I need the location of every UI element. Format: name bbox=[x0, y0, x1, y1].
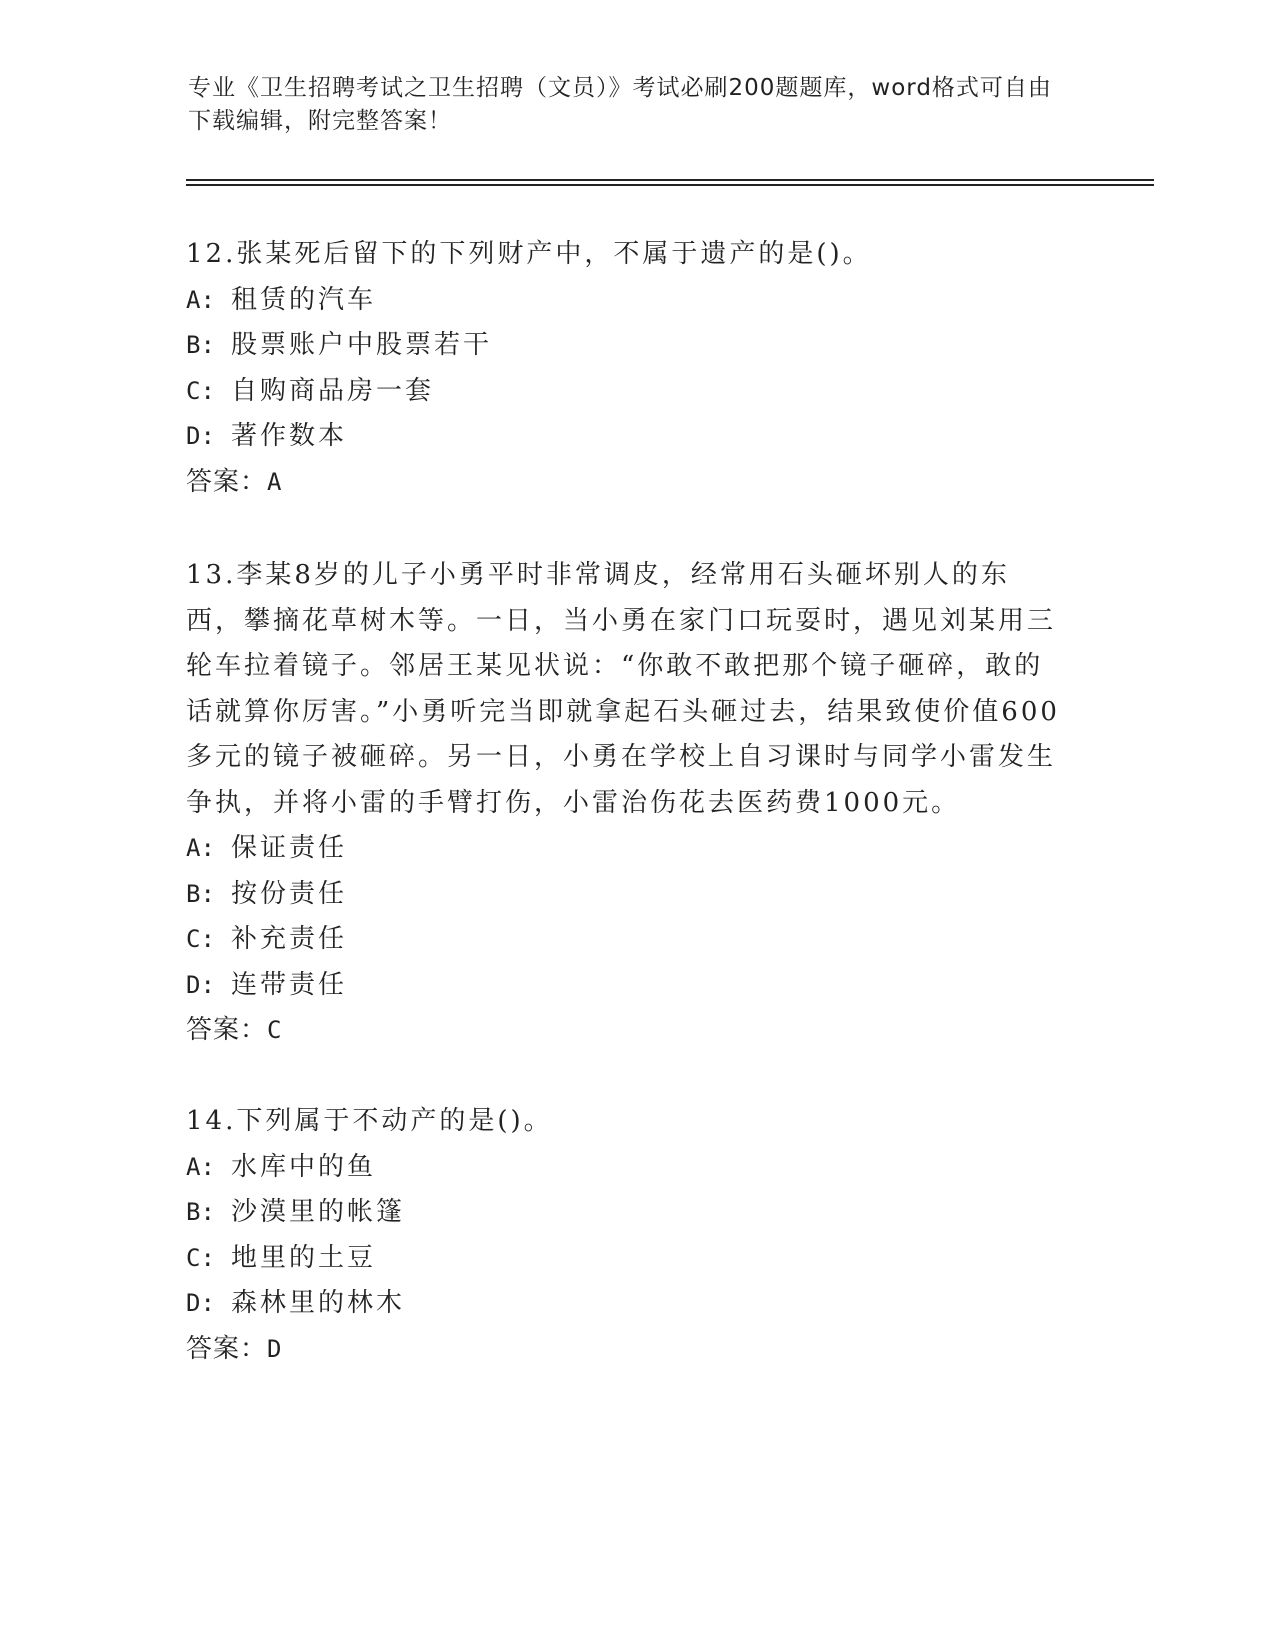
answer-line bbox=[186, 1008, 1066, 1054]
answer-label: 答案： bbox=[186, 1015, 268, 1045]
option-letter: D: bbox=[186, 970, 215, 999]
option-letter: B: bbox=[186, 879, 215, 908]
option-text: 水库中的鱼 bbox=[231, 1151, 377, 1182]
option-text: 租赁的汽车 bbox=[231, 284, 377, 315]
question-stem: 14.下列属于不动产的是()。 bbox=[186, 1106, 553, 1136]
option-text: 连带责任 bbox=[231, 969, 348, 1000]
option-d bbox=[186, 963, 1066, 1009]
header-divider-bottom bbox=[186, 184, 1154, 186]
option-c bbox=[186, 369, 1066, 415]
option-letter: B: bbox=[186, 331, 215, 359]
option-letter: A: bbox=[186, 1152, 215, 1181]
option-d bbox=[186, 414, 1066, 460]
option-text: 沙漠里的帐篷 bbox=[231, 1197, 406, 1227]
option-text: 补充责任 bbox=[231, 924, 348, 954]
answer-value: C bbox=[267, 1016, 283, 1044]
option-text: 按份责任 bbox=[231, 878, 348, 909]
answer-line bbox=[186, 460, 1066, 506]
option-text: 森林里的林木 bbox=[231, 1288, 406, 1318]
answer-label: 答案： bbox=[186, 1333, 268, 1364]
question-stem: 13.李某8岁的儿子小勇平时非常调皮，经常用石头砸坏别人的东西，攀摘花草树木等。一日，当小勇在家门口玩耍时，遇见刘某用三轮车拉着镜子。邻居王某见状说：“你敢不敢把那个镜子砸碎，敢的话就算你厉害。”小勇听完当即就拿起石头砸过去，结果致使价值600多元的镜子被砸碎。另一日，小勇在学校上自习课时与同学小雷发生争执，并将小雷的手臂打伤，小雷治伤花去医药费1000元。 bbox=[186, 560, 1060, 818]
option-text: 股票账户中股票若干 bbox=[231, 330, 493, 360]
option-c bbox=[186, 917, 1066, 963]
option-letter: C: bbox=[186, 925, 215, 953]
option-text: 著作数本 bbox=[231, 421, 348, 451]
option-letter: C: bbox=[186, 376, 215, 405]
option-a bbox=[186, 278, 1066, 324]
option-letter: C: bbox=[186, 1243, 215, 1272]
option-text: 保证责任 bbox=[231, 833, 348, 863]
option-letter: D: bbox=[186, 1289, 215, 1317]
option-d bbox=[186, 1281, 1066, 1327]
answer-value: A bbox=[267, 467, 283, 496]
question-13 bbox=[186, 553, 1066, 1054]
option-a bbox=[186, 1145, 1066, 1191]
option-b bbox=[186, 323, 1066, 369]
question-stem: 12.张某死后留下的下列财产中，不属于遗产的是()。 bbox=[186, 239, 872, 269]
document-header: 专业《卫生招聘考试之卫生招聘（文员）》考试必刷200题题库，word格式可自由下载编辑，附完整答案！ bbox=[188, 75, 1052, 134]
option-a bbox=[186, 826, 1066, 872]
header-divider-top bbox=[186, 179, 1154, 181]
question-14 bbox=[186, 1099, 1066, 1372]
option-letter: B: bbox=[186, 1198, 215, 1226]
option-letter: D: bbox=[186, 422, 215, 450]
option-text: 地里的土豆 bbox=[231, 1242, 377, 1273]
question-12 bbox=[186, 232, 1066, 505]
option-text: 自购商品房一套 bbox=[231, 375, 435, 406]
option-b bbox=[186, 1190, 1066, 1236]
answer-label: 答案： bbox=[186, 466, 268, 497]
option-letter: A: bbox=[186, 834, 215, 862]
option-c bbox=[186, 1236, 1066, 1282]
option-b bbox=[186, 872, 1066, 918]
option-letter: A: bbox=[186, 285, 215, 314]
answer-line bbox=[186, 1327, 1066, 1373]
answer-value: D bbox=[267, 1334, 283, 1363]
